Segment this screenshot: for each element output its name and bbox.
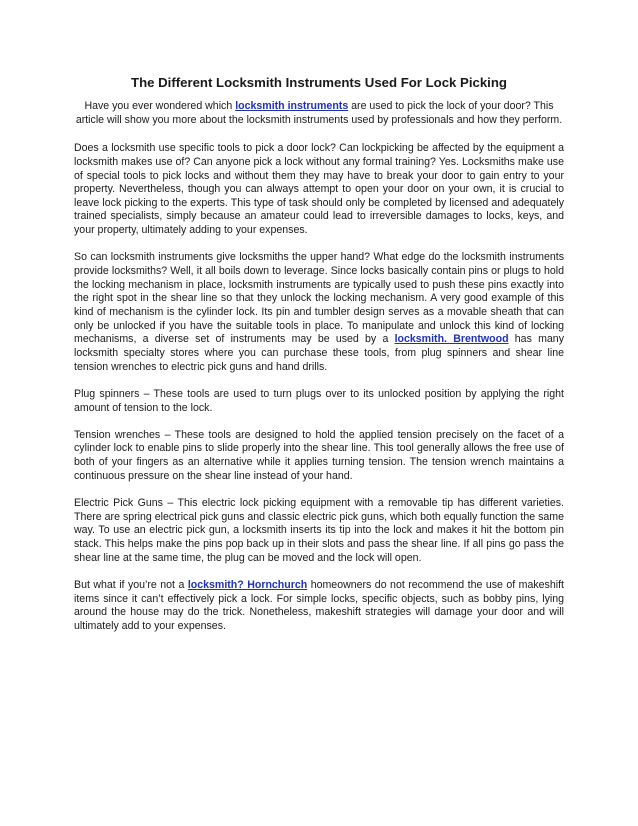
title-prefix: The Different <box>131 75 217 90</box>
paragraph-6 <box>74 579 564 634</box>
locksmith-instruments-link[interactable]: locksmith instruments <box>235 100 349 112</box>
intro-text-after: are used to pick the lock of your door? This article will show you more about the locksmith instruments used by professionals and how they perform. <box>75 100 563 126</box>
paragraph-1: Does a locksmith use specific tools to pick a door lock? Can lockpicking be affected by the equipment a locksmith makes use of? Can anyone pick a lock without any formal training? Yes. Locksmiths make use of special tools to pick locks and without them they may have to break your door to gain entry to your property. Nevertheless, though you can always attempt to open your door on your own, it is crucial to leave lock picking to the experts. This type of task should only be completed by licensed and adequately trained specialists, simply because an amateur could lead to irreversible damages to locks, keys, and your property, ultimately adding to your expenses. <box>74 142 564 237</box>
locksmith-brentwood-link[interactable]: locksmith. Brentwood <box>394 333 509 346</box>
title-bold: Locksmith Instruments <box>216 75 362 90</box>
paragraph-4: Tension wrenches – These tools are designed to hold the applied tension precisely on the facet of a cylinder lock to enable pins to slide properly into the shear line. This tool generally allows the free use of both of your fingers as an alternative while it applies turning tension. The tension wrench maintains a continuous pressure on the shear line instead of your hand. <box>74 428 564 482</box>
paragraph-3: Plug spinners – These tools are used to turn plugs over to its unlocked position by applying the right amount of tension to the lock. <box>74 387 564 414</box>
locksmith-hornchurch-link[interactable]: locksmith? Hornchurch <box>187 578 308 591</box>
paragraph-2 <box>74 251 564 374</box>
paragraph-5: Electric Pick Guns – This electric lock picking equipment with a removable tip has different varieties. There are spring electrical pick guns and classic electric pick guns, which both equally function the same way. To use an electric pick gun, a locksmith inserts its tip into the lock and makes it hit the bottom pin stack. This helps make the pins pop back up in their slots and pass the shear line. If all pins go pass the shear line at the same time, the plug can be moved and the lock will open. <box>74 497 564 564</box>
intro-paragraph <box>74 100 564 127</box>
paragraph-6-after: homeowners do not recommend the use of makeshift items since it can’t effectively pick a lock. For simple locks, specific objects, such as bobby pins, lying around the house may do the trick. Nonetheless, makeshift strategies will damage your door and will ultimately add to your expenses. <box>74 578 564 632</box>
document-page <box>74 74 564 647</box>
title-suffix: Used For Lock Picking <box>361 75 507 90</box>
paragraph-6-before: But what if you’re not a <box>74 578 188 591</box>
paragraph-2-after: has many locksmith specialty stores where you can purchase these tools, from plug spinners and shear line tension wrenches to electric pick guns and hand drills. <box>74 333 564 373</box>
intro-text-before: Have you ever wondered which <box>84 100 236 112</box>
paragraph-2-before: So can locksmith instruments give locksmiths the upper hand? What edge do the locksmith instruments provide locksmiths? Well, it all boils down to leverage. Since locks basically contain pins or plugs to hold the locking mechanism in place, locksmith instruments are typically used to push these pins exactly into the right spot in the shear line so that they unlock the locking mechanism. A very good example of this kind of mechanism is the cylinder lock. Its pin and tumbler design serves as a movable sheath that can only be unlocked if you have the suitable tools in place. To manipulate and unlock this kind of locking mechanisms, a diverse set of instruments may be used by a <box>74 251 564 346</box>
page-title <box>74 74 564 91</box>
